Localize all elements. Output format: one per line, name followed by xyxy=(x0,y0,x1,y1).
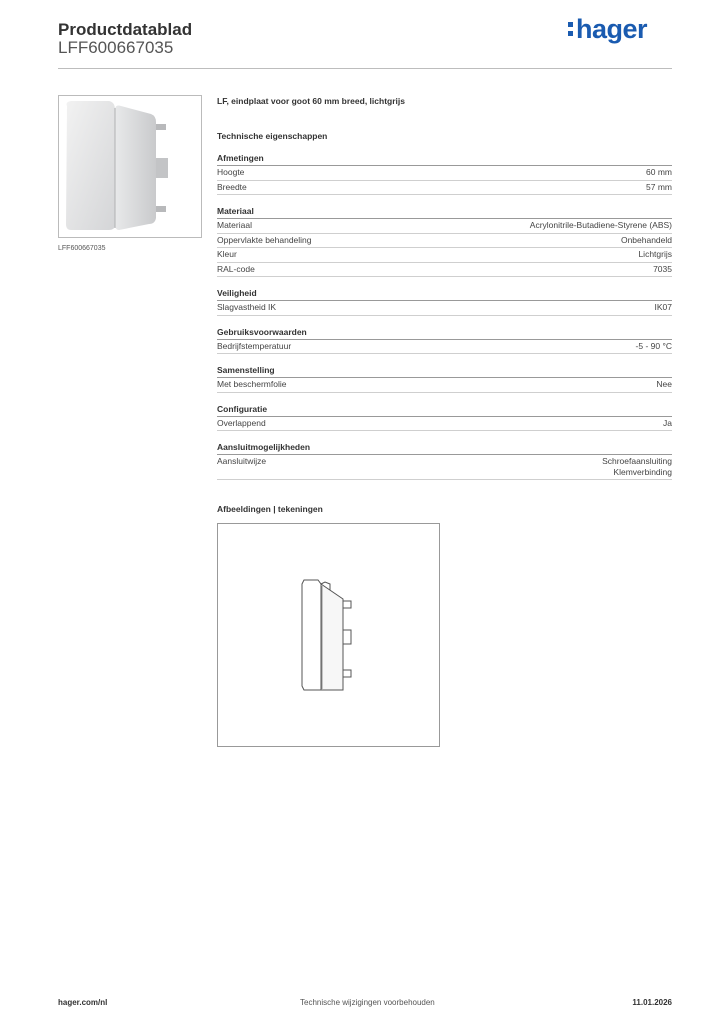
spec-value xyxy=(530,220,672,231)
footer-website[interactable]: hager.com/nl xyxy=(58,998,108,1007)
spec-row xyxy=(217,378,672,393)
spec-row xyxy=(217,340,672,355)
page-title: Productdatablad xyxy=(58,20,193,39)
spec-value xyxy=(656,379,672,390)
spec-group-title: Afmetingen xyxy=(217,153,672,166)
thumbnail-caption: LFF600667035 xyxy=(58,245,106,252)
spec-value-line: Klemverbinding xyxy=(613,466,672,477)
spec-row xyxy=(217,166,672,181)
spec-label: Materiaal xyxy=(217,220,252,230)
spec-row xyxy=(217,455,672,480)
footer-date: 11.01.2026 xyxy=(632,998,672,1007)
spec-group xyxy=(217,365,672,393)
spec-value-line: Ja xyxy=(663,417,672,428)
spec-group-title: Configuratie xyxy=(217,404,672,417)
spec-value-line: 7035 xyxy=(653,263,672,274)
spec-value xyxy=(663,418,672,429)
spec-label: Overlappend xyxy=(217,417,266,428)
spec-value-line: Nee xyxy=(656,379,672,389)
footer-disclaimer: Technische wijzigingen voorbehouden xyxy=(300,998,435,1007)
spec-value xyxy=(636,341,672,352)
spec-group xyxy=(217,153,672,195)
article-number: LFF600667035 xyxy=(58,38,174,57)
header-divider xyxy=(58,68,672,69)
spec-value xyxy=(653,264,672,275)
spec-label: RAL-code xyxy=(217,263,255,274)
images-heading: Afbeeldingen | tekeningen xyxy=(217,504,323,514)
brand-logo xyxy=(568,14,647,45)
spec-group xyxy=(217,404,672,432)
spec-label: Breedte xyxy=(217,181,247,192)
spec-value xyxy=(646,167,672,178)
spec-content xyxy=(217,96,672,491)
spec-label: Hoogte xyxy=(217,167,245,177)
spec-row xyxy=(217,248,672,263)
spec-label: Aansluitwijze xyxy=(217,456,267,466)
spec-value-line: Acrylonitrile-Butadiene-Styrene (ABS) xyxy=(529,220,672,230)
spec-value xyxy=(621,235,672,246)
product-description: LF, eindplaat voor goot 60 mm breed, lichtgrijs xyxy=(217,96,405,106)
logo-dots-icon xyxy=(568,18,574,38)
spec-group-title: Samenstelling xyxy=(217,365,672,378)
spec-value-line: 60 mm xyxy=(646,167,672,177)
spec-value xyxy=(638,249,672,260)
product-drawing xyxy=(217,523,440,747)
spec-group xyxy=(217,442,672,480)
spec-value-line: Schroefaansluiting xyxy=(602,456,672,466)
spec-group xyxy=(217,288,672,316)
spec-value-line: Lichtgrijs xyxy=(638,249,672,259)
brand-name: hager xyxy=(576,14,648,44)
spec-value-line: -5 - 90 °C xyxy=(635,340,672,351)
spec-value-line: 57 mm xyxy=(646,181,672,192)
spec-row xyxy=(217,219,672,234)
spec-value xyxy=(655,302,673,313)
spec-value-line: IK07 xyxy=(654,302,672,312)
spec-group-title: Aansluitmogelijkheden xyxy=(217,442,672,455)
spec-group-title: Materiaal xyxy=(217,206,672,219)
spec-value xyxy=(602,456,672,477)
spec-row xyxy=(217,417,672,432)
product-drawing-icon xyxy=(218,524,439,746)
tech-heading: Technische eigenschappen xyxy=(217,131,328,141)
spec-groups xyxy=(217,153,672,480)
spec-value xyxy=(646,182,672,193)
spec-row xyxy=(217,301,672,316)
spec-label: Slagvastheid IK xyxy=(217,302,277,312)
spec-value-line: Onbehandeld xyxy=(620,234,672,245)
product-photo-icon xyxy=(59,96,201,237)
spec-label: Bedrijfstemperatuur xyxy=(217,340,292,351)
spec-row xyxy=(217,234,672,249)
spec-row xyxy=(217,263,672,278)
spec-group-title: Veiligheid xyxy=(217,288,672,301)
spec-row xyxy=(217,181,672,196)
spec-label: Met beschermfolie xyxy=(217,379,287,389)
spec-group-title: Gebruiksvoorwaarden xyxy=(217,327,672,340)
spec-group xyxy=(217,327,672,355)
spec-group xyxy=(217,206,672,277)
product-thumbnail xyxy=(58,95,202,238)
spec-label: Oppervlakte behandeling xyxy=(217,234,312,245)
spec-label: Kleur xyxy=(217,249,237,259)
